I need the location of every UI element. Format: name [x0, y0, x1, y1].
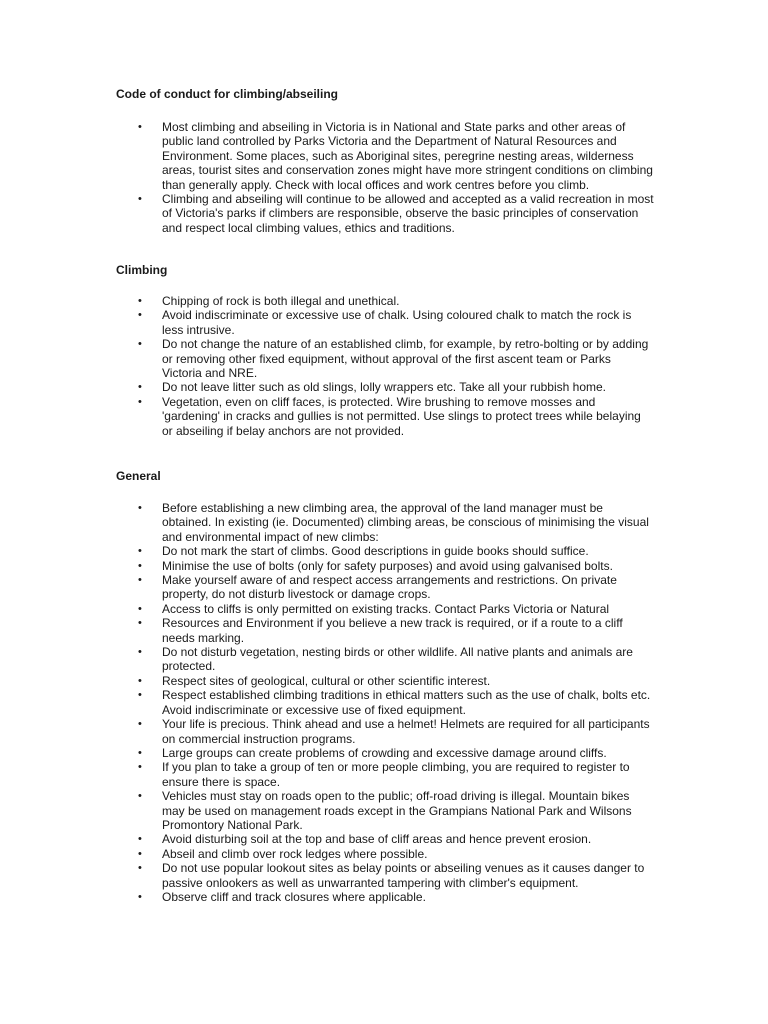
list-item: • Before establishing a new climbing area, the approval of the land manager must be obtained. In existing (ie. Documented) climbing areas, be conscious of minimising the visual and environmental impact of new climbs: — [134, 501, 654, 544]
list-item: • Do not leave litter such as old slings, lolly wrappers etc. Take all your rubbish home. — [134, 380, 654, 394]
list-item: • Avoid indiscriminate or excessive use of chalk. Using coloured chalk to match the rock is less intrusive. — [134, 308, 654, 337]
list-item: • Do not disturb vegetation, nesting birds or other wildlife. All native plants and animals are protected. — [134, 645, 654, 674]
list-item: • Do not use popular lookout sites as belay points or abseiling venues as it causes danger to passive onlookers as well as unwarranted tampering with climber's equipment. — [134, 861, 654, 890]
list-item: • Climbing and abseiling will continue to be allowed and accepted as a valid recreation in most of Victoria's parks if climbers are responsible, observe the basic principles of conservation and respect local climbing values, ethics and traditions. — [134, 192, 654, 235]
list-item: • Large groups can create problems of crowding and excessive damage around cliffs. — [134, 746, 654, 760]
list-code-of-conduct — [134, 120, 654, 235]
heading-code-of-conduct: Code of conduct for climbing/abseiling — [116, 87, 339, 101]
list-item: • Your life is precious. Think ahead and use a helmet! Helmets are required for all participants on commercial instruction programs. — [134, 717, 654, 746]
list-item: • Avoid disturbing soil at the top and base of cliff areas and hence prevent erosion. — [134, 832, 654, 846]
list-item: • Do not mark the start of climbs. Good descriptions in guide books should suffice. — [134, 544, 654, 558]
list-item: • Observe cliff and track closures where applicable. — [134, 890, 654, 904]
list-item: • Vegetation, even on cliff faces, is protected. Wire brushing to remove mosses and 'gardening' in cracks and gullies is not permitted. Use slings to protect trees while belaying or abseiling if belay anchors are not provided. — [134, 395, 654, 438]
list-item: • Respect sites of geological, cultural or other scientific interest. — [134, 674, 654, 688]
list-item: • Respect established climbing traditions in ethical matters such as the use of chalk, bolts etc. Avoid indiscriminate or excessive use of fixed equipment. — [134, 688, 654, 717]
list-item: • Vehicles must stay on roads open to the public; off-road driving is illegal. Mountain bikes may be used on management roads except in the Grampians National Park and Wilsons Promontory National Park. — [134, 789, 654, 832]
list-item: • Minimise the use of bolts (only for safety purposes) and avoid using galvanised bolts. — [134, 559, 654, 573]
list-item: • Make yourself aware of and respect access arrangements and restrictions. On private property, do not disturb livestock or damage crops. — [134, 573, 654, 602]
list-item: • Most climbing and abseiling in Victoria is in National and State parks and other areas of public land controlled by Parks Victoria and the Department of Natural Resources and Environment. Some places, such as Aboriginal sites, peregrine nesting areas, wilderness areas, tourist sites and conservation zones might have more stringent conditions on climbing than generally apply. Check with local offices and work centres before you climb. — [134, 120, 654, 192]
heading-general: General — [116, 469, 161, 483]
heading-climbing: Climbing — [116, 263, 168, 277]
list-item: • Do not change the nature of an established climb, for example, by retro-bolting or by adding or removing other fixed equipment, without approval of the first ascent team or Parks Victoria and NRE. — [134, 337, 654, 380]
list-item: • Abseil and climb over rock ledges where possible. — [134, 847, 654, 861]
list-item: • Chipping of rock is both illegal and unethical. — [134, 294, 654, 308]
list-item: • Access to cliffs is only permitted on existing tracks. Contact Parks Victoria or Natural — [134, 602, 654, 616]
list-item: • If you plan to take a group of ten or more people climbing, you are required to register to ensure there is space. — [134, 760, 654, 789]
list-item: • Resources and Environment if you believe a new track is required, or if a route to a cliff needs marking. — [134, 616, 654, 645]
list-climbing — [134, 294, 654, 438]
list-general — [134, 501, 654, 904]
